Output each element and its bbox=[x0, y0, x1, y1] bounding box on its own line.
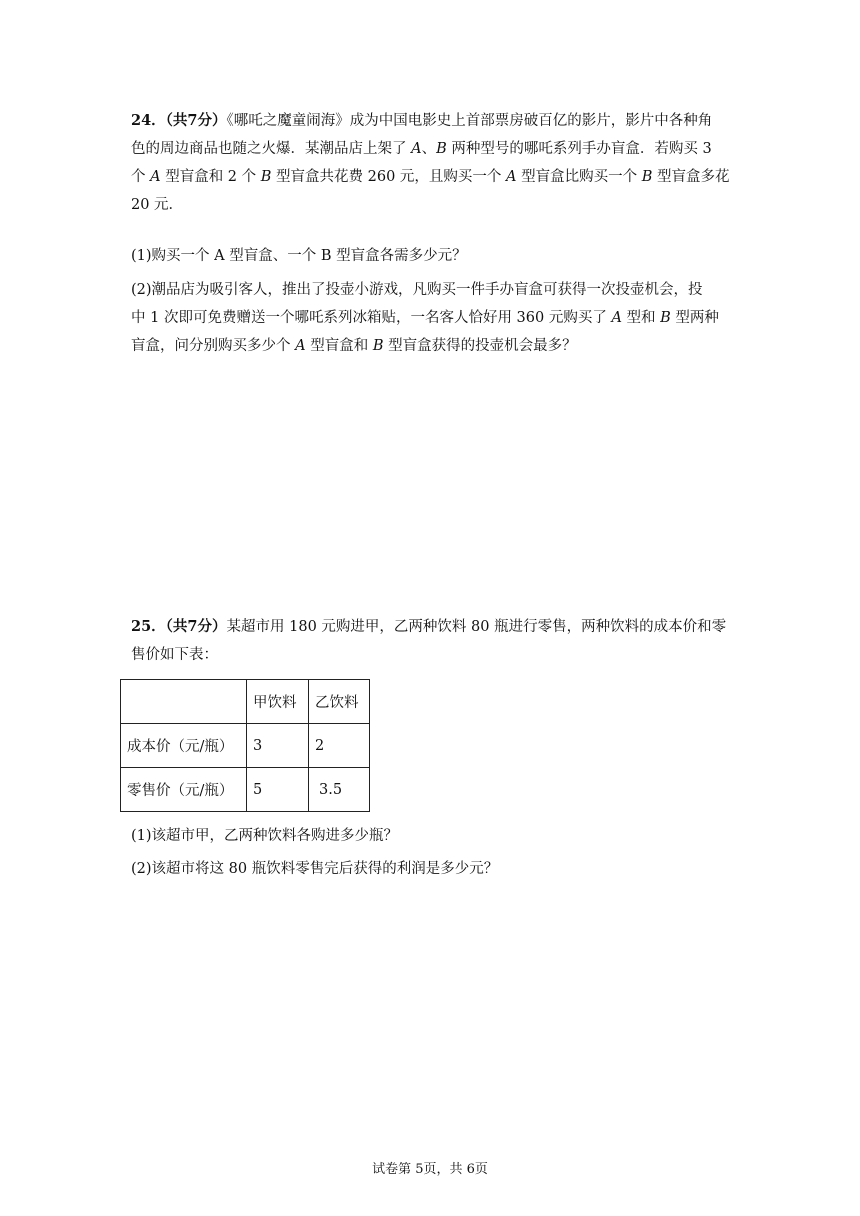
q24-part2-line-1: (2)潮品店为吸引客人，推出了投壶小游戏，凡购买一件手办盲盒可获得一次投壶机会，投 bbox=[131, 282, 703, 298]
q24-part2 bbox=[131, 276, 731, 360]
q25-part2: (2)该超市将这 80 瓶饮料零售完后获得的利润是多少元？ bbox=[131, 861, 499, 877]
price-table bbox=[120, 679, 370, 812]
q24-line-3: 个 A 型盲盒和 2 个 B 型盲盒共花费 260 元，且购买一个 A 型盲盒比购买一个 B 型盲盒多花 bbox=[131, 169, 730, 185]
q24-line-2: 色的周边商品也随之火爆．某潮品店上架了 A、B 两种型号的哪吒系列手办盲盒．若购买 3 bbox=[131, 141, 712, 157]
table-row-label-retail: 零售价（元/瓶） bbox=[121, 768, 247, 812]
table-cell: 2 bbox=[309, 724, 370, 768]
q25-intro bbox=[131, 613, 731, 669]
table-header-row bbox=[121, 680, 370, 724]
q24-line-1: 24．（共7分）《哪吒之魔童闹海》成为中国电影史上首部票房破百亿的影片，影片中各种角 bbox=[131, 112, 713, 129]
table-cell: 5 bbox=[247, 768, 309, 812]
q24-intro bbox=[131, 107, 731, 219]
q25-header: 25．（共7分） bbox=[131, 618, 227, 635]
q24-part2-line-3: 盲盒，问分别购买多少个 A 型盲盒和 B 型盲盒获得的投壶机会最多？ bbox=[131, 338, 577, 354]
table-header-drink-a: 甲饮料 bbox=[247, 680, 309, 724]
table-header-drink-b: 乙饮料 bbox=[309, 680, 370, 724]
q24-header: 24．（共7分） bbox=[131, 112, 227, 129]
table-cell: 3 bbox=[247, 724, 309, 768]
q24-part1: (1)购买一个 A 型盲盒、一个 B 型盲盒各需多少元？ bbox=[131, 248, 467, 264]
q24-line-4: 20 元． bbox=[131, 197, 184, 213]
q24-part2-line-2: 中 1 次即可免费赠送一个哪吒系列冰箱贴，一名客人恰好用 360 元购买了 A 型和 B 型两种 bbox=[131, 310, 719, 326]
table-row-label-cost: 成本价（元/瓶） bbox=[121, 724, 247, 768]
q25-line-2: 售价如下表： bbox=[131, 647, 218, 663]
table-row bbox=[121, 724, 370, 768]
table-header-cell-empty bbox=[121, 680, 247, 724]
table-row bbox=[121, 768, 370, 812]
q25-part1: (1)该超市甲，乙两种饮料各购进多少瓶？ bbox=[131, 828, 399, 844]
page-footer: 试卷第 5页，共 6页 bbox=[372, 1162, 488, 1177]
table-cell: 3.5 bbox=[309, 768, 370, 812]
q25-line-1: 25．（共7分）某超市用 180 元购进甲，乙两种饮料 80 瓶进行零售，两种饮料的成本价和零 bbox=[131, 618, 727, 635]
